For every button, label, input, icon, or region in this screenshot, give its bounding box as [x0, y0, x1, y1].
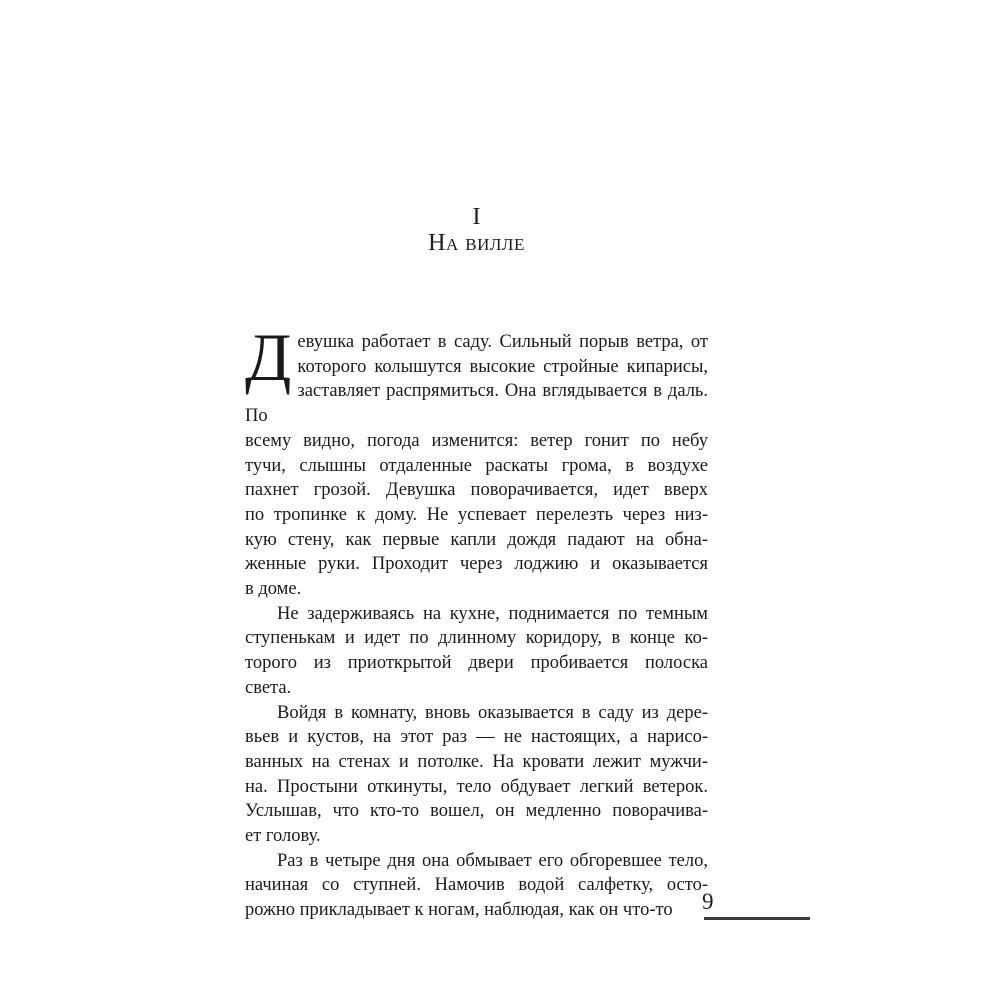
text-line: Услышав, что кто-то вошел, он медленно поворачива-: [245, 801, 708, 822]
text-line: ванных на стенах и потолке. На кровати лежит мужчи-: [245, 751, 708, 772]
text-line: ступенькам и идет по длинному коридору, в конце ко-: [245, 628, 708, 649]
text-line: рожно прикладывает к ногам, наблюдая, как он что-то: [245, 900, 673, 921]
text-line: Войдя в комнату, вновь оказывается в саду из дере-: [277, 702, 708, 723]
text-line: на. Простыни откинуты, тело обдувает легкий ветерок.: [245, 776, 708, 797]
text-line: ет голову.: [245, 826, 321, 847]
text-line: света.: [245, 677, 292, 698]
text-line: которого колышутся высокие стройные кипарисы,: [297, 356, 708, 377]
text-line: начиная со ступней. Намочив водой салфетку, осто-: [245, 875, 708, 896]
text-line: тучи, слышны отдаленные раскаты грома, в воздухе: [245, 455, 708, 476]
text-line: Раз в четыре дня она обмывает его обгоревшее тело,: [277, 850, 708, 871]
paragraphs: [245, 319, 708, 923]
text-line: по тропинке к дому. Не успевает перелезть через низ-: [245, 504, 708, 525]
drop-cap: Д: [245, 319, 292, 395]
footer-rule: [704, 917, 810, 920]
chapter-number: I: [472, 204, 481, 230]
text-line: всему видно, погода изменится: ветер гонит по небу: [245, 430, 708, 451]
text-line: пахнет грозой. Девушка поворачивается, идет вверх: [245, 480, 708, 501]
chapter-heading: [245, 204, 708, 256]
page-number: 9: [702, 889, 714, 914]
paragraph: [245, 602, 708, 701]
text-line: заставляет распрямиться. Она вглядывается в даль. По: [245, 381, 708, 427]
paragraph: [245, 319, 708, 602]
text-line: женные руки. Проходит через лоджию и оказывается: [245, 554, 708, 575]
text-line: в доме.: [245, 579, 302, 600]
text-line: вьев и кустов, на этот раз — не настоящих, а нарисо-: [245, 727, 708, 748]
text-line: Не задерживаясь на кухне, поднимается по темным: [277, 603, 708, 624]
chapter-title: На вилле: [428, 230, 525, 256]
text-line: кую стену, как первые капли дождя падают на обна-: [245, 529, 708, 550]
text-line: евушка работает в саду. Сильный порыв ветра, от: [297, 332, 708, 352]
paragraph: [245, 849, 708, 923]
text-line: торого из приоткрытой двери пробивается полоска: [245, 653, 708, 674]
paragraph: [245, 701, 708, 849]
